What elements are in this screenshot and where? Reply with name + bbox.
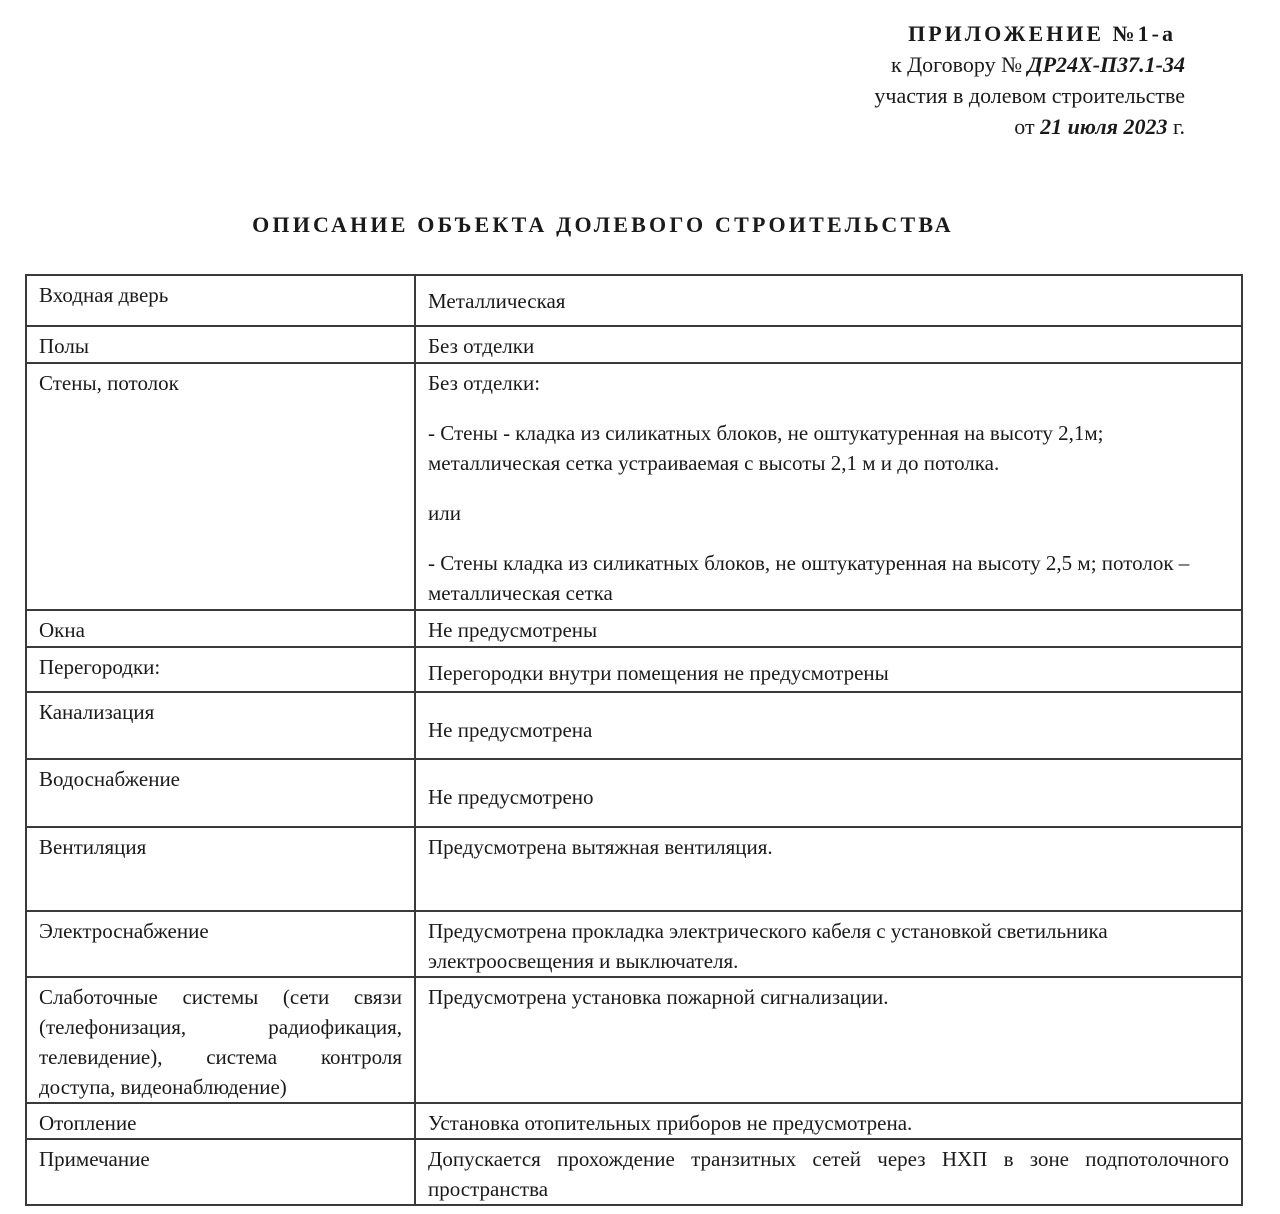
document-title: ОПИСАНИЕ ОБЪЕКТА ДОЛЕВОГО СТРОИТЕЛЬСТВА [252,212,954,237]
row-value: Предусмотрена установка пожарной сигнализации. [415,977,1242,1103]
table-row [26,911,1242,977]
appendix-header [874,18,1185,142]
table-row [26,1103,1242,1139]
table-row [26,326,1242,363]
value-paragraph: - Стены кладка из силикатных блоков, не оштукатуренная на высоту 2,5 м; потолок – металлическая сетка [428,551,1190,605]
date-suffix: г. [1167,114,1185,139]
row-value [415,363,1242,610]
contract-prefix: к Договору № [890,52,1028,77]
contract-date-line [874,111,1185,142]
row-name: Вентиляция [26,827,415,911]
row-name: Стены, потолок [26,363,415,610]
value-paragraph: или [428,501,461,525]
table-row [26,363,1242,610]
row-name: Перегородки: [26,647,415,692]
contract-number: ДР24Х-П37.1-34 [1027,52,1185,77]
row-name: Электроснабжение [26,911,415,977]
row-value: Предусмотрена прокладка электрического кабеля с установкой светильника электроосвещения и выключателя. [415,911,1242,977]
row-name: Слаботочные системы (сети связи (телефонизация, радиофикация, телевидение), система контроля доступа, видеонаблюдение) [26,977,415,1103]
contract-line [874,49,1185,80]
row-value: Металлическая [415,275,1242,326]
table-row [26,827,1242,911]
table-row [26,275,1242,326]
row-value: Допускается прохождение транзитных сетей через НХП в зоне подпотолочного пространства [415,1139,1242,1205]
object-description-table [25,274,1243,1206]
row-value: Перегородки внутри помещения не предусмотрены [415,647,1242,692]
row-name: Отопление [26,1103,415,1139]
table-row [26,1139,1242,1205]
table-row [26,610,1242,647]
row-value: Не предусмотрено [415,759,1242,827]
row-name: Полы [26,326,415,363]
row-value: Не предусмотрены [415,610,1242,647]
contract-type: участия в долевом строительстве [874,83,1185,108]
table-row [26,977,1242,1103]
row-value: Не предусмотрена [415,692,1242,759]
table-row [26,692,1242,759]
row-name: Примечание [26,1139,415,1205]
appendix-title: ПРИЛОЖЕНИЕ №1-а [908,21,1176,46]
value-paragraph: - Стены - кладка из силикатных блоков, не оштукатуренная на высоту 2,1м; металлическая сетка устраиваемая с высоты 2,1 м и до потолка. [428,421,1104,475]
table-row [26,647,1242,692]
row-name: Водоснабжение [26,759,415,827]
value-paragraph: Без отделки: [428,371,541,395]
table-row [26,759,1242,827]
row-name: Входная дверь [26,275,415,326]
row-name: Окна [26,610,415,647]
date-prefix: от [1014,114,1041,139]
row-value: Предусмотрена вытяжная вентиляция. [415,827,1242,911]
row-value: Без отделки [415,326,1242,363]
row-name: Канализация [26,692,415,759]
contract-date: 21 июля 2023 [1040,114,1168,139]
row-value: Установка отопительных приборов не предусмотрена. [415,1103,1242,1139]
